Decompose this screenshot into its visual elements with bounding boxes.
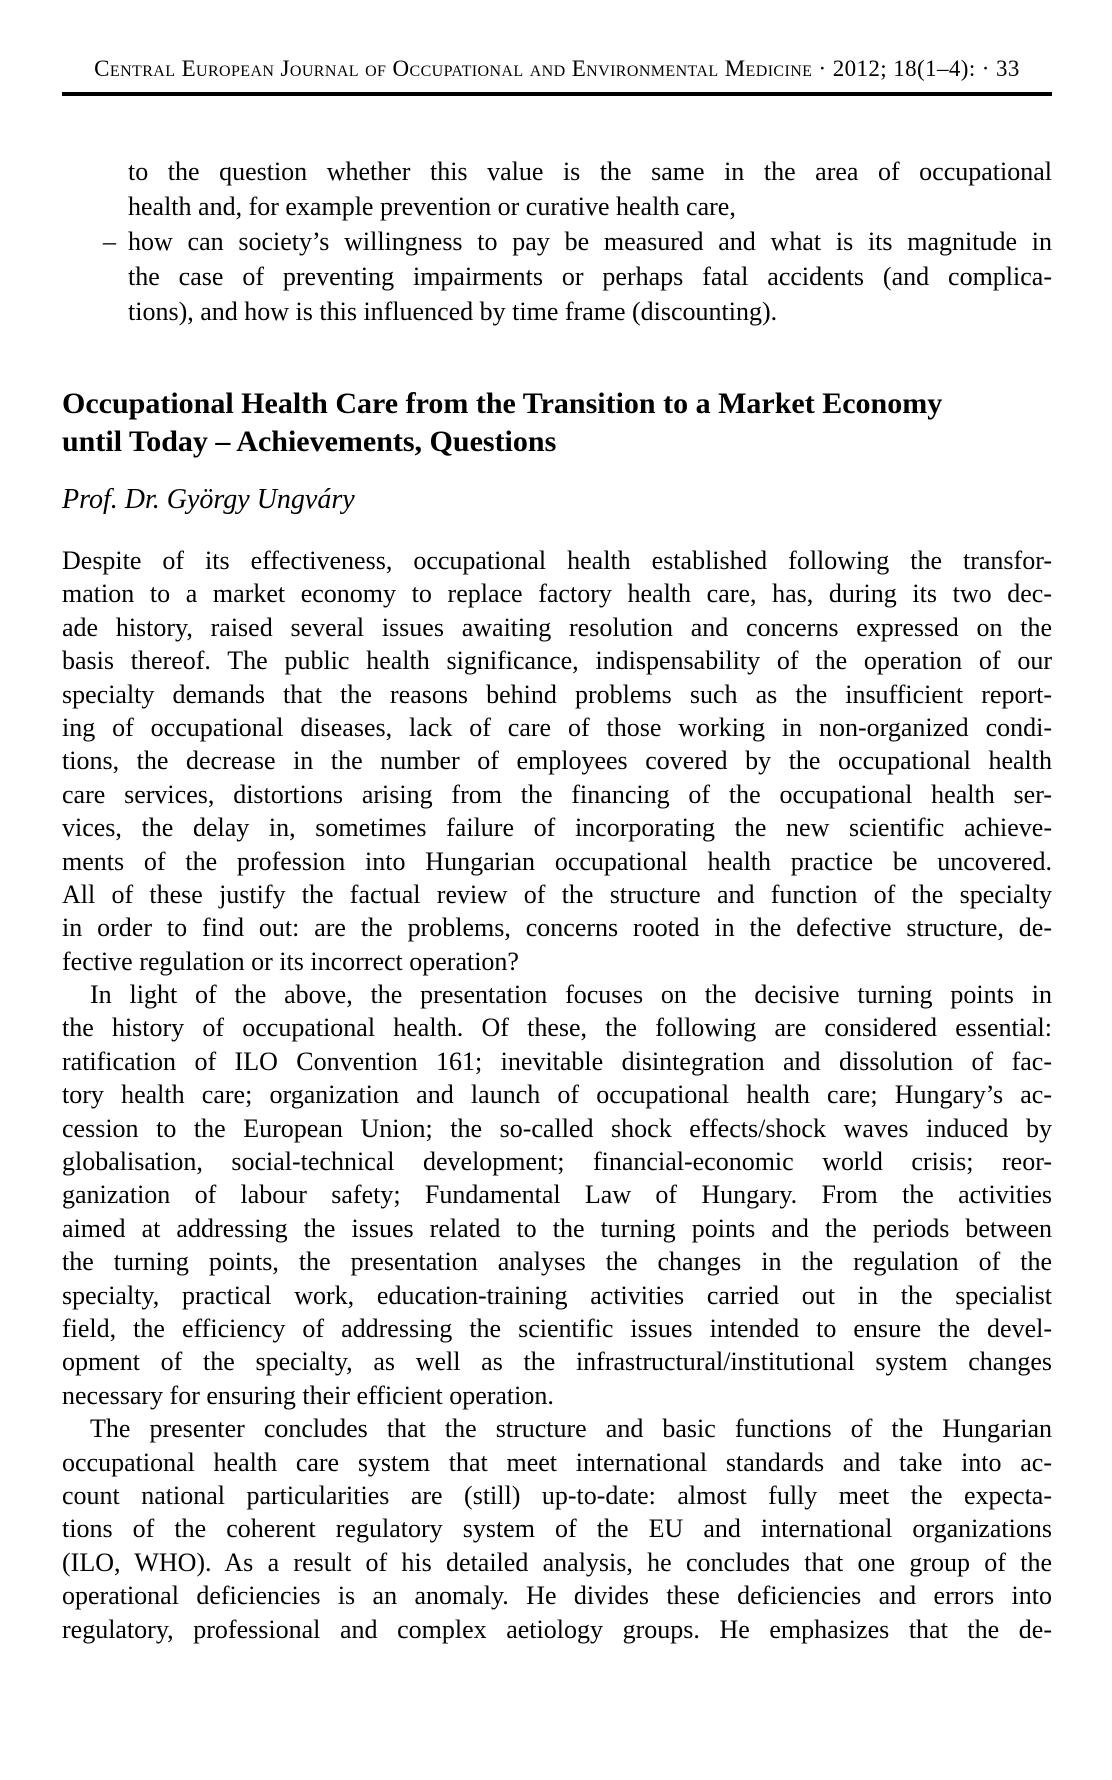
text-line: mation to a market economy to replace factory health care, has, during its two dec- bbox=[62, 579, 1052, 609]
text-line: the history of occupational health. Of these, the following are considered essential: bbox=[62, 1013, 1052, 1043]
text-line: tory health care; organization and launch of occupational health care; Hungary’s ac- bbox=[62, 1080, 1052, 1110]
list-item bbox=[62, 224, 1052, 329]
text-line: care services, distortions arising from the financing of the occupational health ser- bbox=[62, 779, 1052, 809]
text-line: field, the efficiency of addressing the scientific issues intended to ensure the devel- bbox=[62, 1313, 1052, 1343]
text-line: opment of the specialty, as well as the infrastructural/institutional system changes bbox=[62, 1347, 1052, 1377]
list-item-marker: – bbox=[103, 227, 116, 256]
text-line: cession to the European Union; the so-called shock effects/shock waves induced by bbox=[62, 1113, 1052, 1143]
text-line: All of these justify the factual review of the structure and function of the specialty bbox=[62, 879, 1052, 909]
text-line: In light of the above, the presentation focuses on the decisive turning points in bbox=[90, 980, 1052, 1010]
text-line: Despite of its effectiveness, occupational health established following the transfor- bbox=[62, 546, 1052, 575]
journal-page bbox=[0, 55, 1112, 1780]
text-line: vices, the delay in, sometimes failure of incorporating the new scientific achieve- bbox=[62, 813, 1052, 843]
text-line: the turning points, the presentation analyses the changes in the regulation of the bbox=[62, 1247, 1052, 1277]
text-line: count national particularities are (still) up-to-date: almost fully meet the expecta- bbox=[62, 1480, 1052, 1510]
section-title bbox=[62, 385, 1052, 461]
text-line: fective regulation or its incorrect operation? bbox=[62, 946, 519, 976]
text-line: ganization of labour safety; Fundamental Law of Hungary. From the activities bbox=[62, 1180, 1052, 1210]
text-line: ments of the profession into Hungarian occupational health practice be uncovered. bbox=[62, 846, 1052, 876]
paragraph bbox=[62, 978, 1052, 1412]
text-line: operational deficiencies is an anomaly. He divides these deficiencies and errors into bbox=[62, 1581, 1052, 1611]
journal-header: Central European Journal of Occupational and Environmental Medicine · 2012; 18(1–4): · 33 bbox=[94, 56, 1020, 81]
text-line: the case of preventing impairments or perhaps fatal accidents (and complica- bbox=[128, 262, 1052, 291]
text-line: necessary for ensuring their efficient operation. bbox=[62, 1380, 554, 1410]
text-line: how can society’s willingness to pay be measured and what is its magnitude in bbox=[128, 227, 1052, 256]
text-line: tions of the coherent regulatory system of the EU and international organizations bbox=[62, 1514, 1052, 1544]
text-line: occupational health care system that meet international standards and take into ac- bbox=[62, 1447, 1052, 1477]
text-line: ade history, raised several issues awaiting resolution and concerns expressed on the bbox=[62, 612, 1052, 642]
text-line: ing of occupational diseases, lack of care of those working in non-organized condi- bbox=[62, 712, 1052, 742]
text-line: regulatory, professional and complex aetiology groups. He emphasizes that the de- bbox=[62, 1614, 1052, 1644]
paragraph bbox=[62, 1412, 1052, 1646]
abstract-body bbox=[62, 544, 1052, 1646]
text-line: health and, for example prevention or curative health care, bbox=[128, 192, 736, 221]
section-title-line: Occupational Health Care from the Transition to a Market Economy bbox=[62, 387, 943, 420]
text-line: in order to find out: are the problems, concerns rooted in the defective structure, de- bbox=[62, 913, 1052, 943]
text-line: (ILO, WHO). As a result of his detailed analysis, he concludes that one group of the bbox=[62, 1547, 1052, 1577]
text-line: aimed at addressing the issues related to the turning points and the periods between bbox=[62, 1213, 1052, 1243]
text-line: specialty demands that the reasons behind problems such as the insufficient report- bbox=[62, 679, 1052, 709]
text-line: globalisation, social-technical development; financial-economic world crisis; reor- bbox=[62, 1147, 1052, 1177]
text-line: specialty, practical work, education-training activities carried out in the specialist bbox=[62, 1280, 1052, 1310]
list-item bbox=[62, 154, 1052, 224]
text-line: The presenter concludes that the structure and basic functions of the Hungarian bbox=[90, 1414, 1052, 1444]
text-line: ratification of ILO Convention 161; inevitable disintegration and dissolution of fac- bbox=[62, 1046, 1052, 1076]
list-continuation bbox=[62, 154, 1052, 329]
header-rule bbox=[62, 92, 1052, 96]
text-line: tions, the decrease in the number of employees covered by the occupational health bbox=[62, 746, 1052, 776]
section-title-line: until Today – Achievements, Questions bbox=[62, 425, 557, 458]
text-line: to the question whether this value is the same in the area of occupational bbox=[128, 157, 1052, 186]
text-line: tions), and how is this influenced by time frame (discounting). bbox=[128, 297, 778, 326]
text-line: basis thereof. The public health significance, indispensability of the operation of our bbox=[62, 646, 1052, 676]
paragraph bbox=[62, 544, 1052, 978]
author-line: Prof. Dr. György Ungváry bbox=[62, 484, 355, 515]
